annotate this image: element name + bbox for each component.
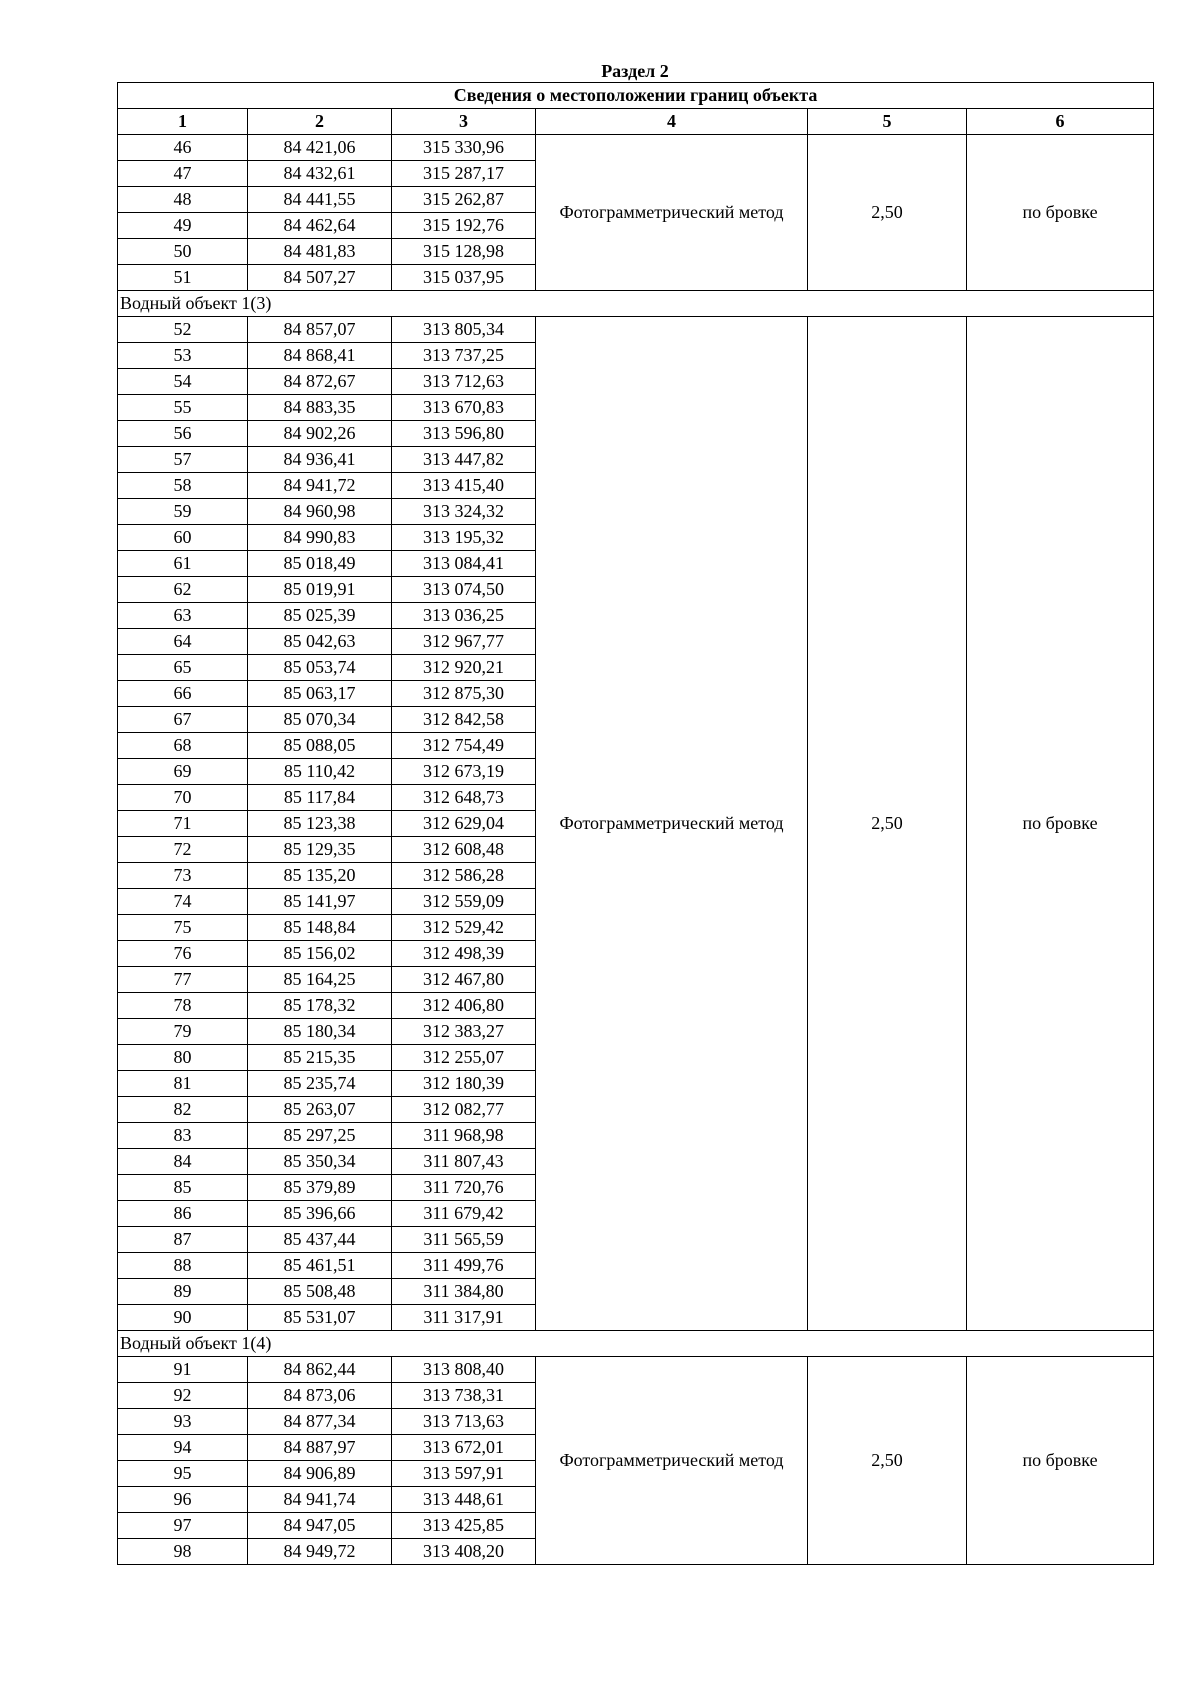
coordinate-y: 313 737,25 bbox=[392, 343, 536, 369]
boundary-description: по бровке bbox=[967, 1357, 1154, 1565]
coordinate-x: 85 019,91 bbox=[248, 577, 392, 603]
coordinate-x: 85 088,05 bbox=[248, 733, 392, 759]
coordinate-x: 85 018,49 bbox=[248, 551, 392, 577]
coordinate-y: 313 670,83 bbox=[392, 395, 536, 421]
coordinate-x: 84 990,83 bbox=[248, 525, 392, 551]
coordinate-y: 315 330,96 bbox=[392, 135, 536, 161]
coordinate-y: 312 673,19 bbox=[392, 759, 536, 785]
point-number: 67 bbox=[118, 707, 248, 733]
point-number: 90 bbox=[118, 1305, 248, 1331]
coordinate-x: 84 873,06 bbox=[248, 1383, 392, 1409]
coordinate-x: 84 421,06 bbox=[248, 135, 392, 161]
coordinate-x: 84 872,67 bbox=[248, 369, 392, 395]
point-number: 79 bbox=[118, 1019, 248, 1045]
coordinate-y: 312 498,39 bbox=[392, 941, 536, 967]
coordinate-x: 84 960,98 bbox=[248, 499, 392, 525]
point-number: 92 bbox=[118, 1383, 248, 1409]
coordinate-x: 84 507,27 bbox=[248, 265, 392, 291]
column-header-2: 2 bbox=[248, 109, 392, 135]
coordinate-x: 84 941,72 bbox=[248, 473, 392, 499]
coordinate-y: 312 529,42 bbox=[392, 915, 536, 941]
coordinate-y: 313 447,82 bbox=[392, 447, 536, 473]
point-number: 66 bbox=[118, 681, 248, 707]
coordinate-x: 84 936,41 bbox=[248, 447, 392, 473]
point-number: 60 bbox=[118, 525, 248, 551]
coordinate-x: 85 129,35 bbox=[248, 837, 392, 863]
coordinate-x: 85 350,34 bbox=[248, 1149, 392, 1175]
coordinate-y: 315 287,17 bbox=[392, 161, 536, 187]
table-body bbox=[118, 135, 1154, 1565]
coordinate-x: 84 949,72 bbox=[248, 1539, 392, 1565]
coordinate-y: 311 807,43 bbox=[392, 1149, 536, 1175]
coordinate-y: 313 324,32 bbox=[392, 499, 536, 525]
table-caption: Сведения о местоположении границ объекта bbox=[118, 83, 1154, 109]
coordinate-x: 85 178,32 bbox=[248, 993, 392, 1019]
point-number: 94 bbox=[118, 1435, 248, 1461]
coordinate-y: 311 317,91 bbox=[392, 1305, 536, 1331]
accuracy-value: 2,50 bbox=[808, 1357, 967, 1565]
point-number: 96 bbox=[118, 1487, 248, 1513]
point-number: 62 bbox=[118, 577, 248, 603]
point-number: 98 bbox=[118, 1539, 248, 1565]
column-header-5: 5 bbox=[808, 109, 967, 135]
coordinate-x: 85 156,02 bbox=[248, 941, 392, 967]
coordinate-y: 311 679,42 bbox=[392, 1201, 536, 1227]
coordinate-y: 311 720,76 bbox=[392, 1175, 536, 1201]
coordinate-x: 85 053,74 bbox=[248, 655, 392, 681]
coordinate-y: 312 920,21 bbox=[392, 655, 536, 681]
coordinate-x: 85 141,97 bbox=[248, 889, 392, 915]
point-number: 58 bbox=[118, 473, 248, 499]
coordinate-y: 312 648,73 bbox=[392, 785, 536, 811]
object-label-row bbox=[118, 1331, 1154, 1357]
column-header-4: 4 bbox=[536, 109, 808, 135]
coordinate-y: 312 406,80 bbox=[392, 993, 536, 1019]
coordinate-y: 311 968,98 bbox=[392, 1123, 536, 1149]
coordinate-y: 313 738,31 bbox=[392, 1383, 536, 1409]
coordinate-x: 85 123,38 bbox=[248, 811, 392, 837]
coordinate-x: 84 441,55 bbox=[248, 187, 392, 213]
coordinate-y: 313 712,63 bbox=[392, 369, 536, 395]
coordinate-y: 315 128,98 bbox=[392, 239, 536, 265]
coordinate-y: 312 255,07 bbox=[392, 1045, 536, 1071]
coordinate-x: 84 462,64 bbox=[248, 213, 392, 239]
boundary-description: по бровке bbox=[967, 317, 1154, 1331]
point-number: 97 bbox=[118, 1513, 248, 1539]
table-row bbox=[118, 317, 1154, 343]
point-number: 89 bbox=[118, 1279, 248, 1305]
boundary-coordinates-table bbox=[117, 82, 1154, 1565]
point-number: 48 bbox=[118, 187, 248, 213]
coordinate-y: 312 754,49 bbox=[392, 733, 536, 759]
coordinate-y: 312 967,77 bbox=[392, 629, 536, 655]
point-number: 49 bbox=[118, 213, 248, 239]
coordinate-y: 313 672,01 bbox=[392, 1435, 536, 1461]
coordinate-x: 84 947,05 bbox=[248, 1513, 392, 1539]
coordinate-x: 84 857,07 bbox=[248, 317, 392, 343]
point-number: 93 bbox=[118, 1409, 248, 1435]
point-number: 53 bbox=[118, 343, 248, 369]
point-number: 91 bbox=[118, 1357, 248, 1383]
coordinate-y: 312 082,77 bbox=[392, 1097, 536, 1123]
point-number: 64 bbox=[118, 629, 248, 655]
point-number: 69 bbox=[118, 759, 248, 785]
coordinate-x: 85 379,89 bbox=[248, 1175, 392, 1201]
point-number: 95 bbox=[118, 1461, 248, 1487]
point-number: 61 bbox=[118, 551, 248, 577]
determination-method: Фотограмметрический метод bbox=[536, 135, 808, 291]
point-number: 81 bbox=[118, 1071, 248, 1097]
point-number: 54 bbox=[118, 369, 248, 395]
coordinate-y: 312 608,48 bbox=[392, 837, 536, 863]
coordinate-y: 313 805,34 bbox=[392, 317, 536, 343]
coordinate-x: 85 164,25 bbox=[248, 967, 392, 993]
coordinate-y: 313 415,40 bbox=[392, 473, 536, 499]
coordinate-x: 85 297,25 bbox=[248, 1123, 392, 1149]
coordinate-y: 312 467,80 bbox=[392, 967, 536, 993]
coordinate-x: 84 883,35 bbox=[248, 395, 392, 421]
coordinate-x: 85 042,63 bbox=[248, 629, 392, 655]
point-number: 47 bbox=[118, 161, 248, 187]
column-header-1: 1 bbox=[118, 109, 248, 135]
point-number: 73 bbox=[118, 863, 248, 889]
coordinate-x: 85 180,34 bbox=[248, 1019, 392, 1045]
point-number: 78 bbox=[118, 993, 248, 1019]
coordinate-y: 312 875,30 bbox=[392, 681, 536, 707]
coordinate-x: 85 070,34 bbox=[248, 707, 392, 733]
coordinate-x: 85 135,20 bbox=[248, 863, 392, 889]
coordinate-y: 311 565,59 bbox=[392, 1227, 536, 1253]
coordinate-x: 84 877,34 bbox=[248, 1409, 392, 1435]
point-number: 55 bbox=[118, 395, 248, 421]
coordinate-x: 85 235,74 bbox=[248, 1071, 392, 1097]
coordinate-y: 313 597,91 bbox=[392, 1461, 536, 1487]
coordinate-y: 313 425,85 bbox=[392, 1513, 536, 1539]
point-number: 83 bbox=[118, 1123, 248, 1149]
coordinate-x: 84 887,97 bbox=[248, 1435, 392, 1461]
point-number: 56 bbox=[118, 421, 248, 447]
coordinate-x: 84 862,44 bbox=[248, 1357, 392, 1383]
coordinate-x: 85 263,07 bbox=[248, 1097, 392, 1123]
coordinate-x: 85 025,39 bbox=[248, 603, 392, 629]
coordinate-x: 84 868,41 bbox=[248, 343, 392, 369]
point-number: 71 bbox=[118, 811, 248, 837]
column-header-3: 3 bbox=[392, 109, 536, 135]
coordinate-y: 313 448,61 bbox=[392, 1487, 536, 1513]
coordinate-x: 84 941,74 bbox=[248, 1487, 392, 1513]
table-row bbox=[118, 135, 1154, 161]
coordinate-x: 85 117,84 bbox=[248, 785, 392, 811]
coordinate-y: 313 596,80 bbox=[392, 421, 536, 447]
coordinate-y: 311 499,76 bbox=[392, 1253, 536, 1279]
coordinate-y: 312 383,27 bbox=[392, 1019, 536, 1045]
coordinate-x: 85 063,17 bbox=[248, 681, 392, 707]
coordinate-y: 313 408,20 bbox=[392, 1539, 536, 1565]
point-number: 74 bbox=[118, 889, 248, 915]
coordinate-y: 315 192,76 bbox=[392, 213, 536, 239]
coordinate-y: 313 808,40 bbox=[392, 1357, 536, 1383]
coordinate-y: 313 713,63 bbox=[392, 1409, 536, 1435]
point-number: 84 bbox=[118, 1149, 248, 1175]
coordinate-x: 84 902,26 bbox=[248, 421, 392, 447]
object-label-row bbox=[118, 291, 1154, 317]
point-number: 87 bbox=[118, 1227, 248, 1253]
point-number: 63 bbox=[118, 603, 248, 629]
point-number: 50 bbox=[118, 239, 248, 265]
point-number: 65 bbox=[118, 655, 248, 681]
coordinate-y: 311 384,80 bbox=[392, 1279, 536, 1305]
boundary-description: по бровке bbox=[967, 135, 1154, 291]
coordinate-x: 85 110,42 bbox=[248, 759, 392, 785]
point-number: 86 bbox=[118, 1201, 248, 1227]
table-caption-row bbox=[118, 83, 1154, 109]
point-number: 80 bbox=[118, 1045, 248, 1071]
coordinate-y: 315 262,87 bbox=[392, 187, 536, 213]
point-number: 51 bbox=[118, 265, 248, 291]
point-number: 70 bbox=[118, 785, 248, 811]
coordinate-x: 85 461,51 bbox=[248, 1253, 392, 1279]
column-header-6: 6 bbox=[967, 109, 1154, 135]
table-row bbox=[118, 1357, 1154, 1383]
coordinate-x: 85 396,66 bbox=[248, 1201, 392, 1227]
coordinate-y: 313 195,32 bbox=[392, 525, 536, 551]
point-number: 46 bbox=[118, 135, 248, 161]
coordinate-y: 312 180,39 bbox=[392, 1071, 536, 1097]
point-number: 88 bbox=[118, 1253, 248, 1279]
point-number: 68 bbox=[118, 733, 248, 759]
coordinate-x: 84 432,61 bbox=[248, 161, 392, 187]
coordinate-x: 85 215,35 bbox=[248, 1045, 392, 1071]
point-number: 76 bbox=[118, 941, 248, 967]
coordinate-x: 85 437,44 bbox=[248, 1227, 392, 1253]
coordinate-x: 85 531,07 bbox=[248, 1305, 392, 1331]
coordinate-y: 312 559,09 bbox=[392, 889, 536, 915]
coordinate-x: 84 906,89 bbox=[248, 1461, 392, 1487]
object-label: Водный объект 1(3) bbox=[118, 291, 1154, 317]
column-number-row bbox=[118, 109, 1154, 135]
determination-method: Фотограмметрический метод bbox=[536, 317, 808, 1331]
coordinate-x: 84 481,83 bbox=[248, 239, 392, 265]
coordinate-y: 313 074,50 bbox=[392, 577, 536, 603]
point-number: 72 bbox=[118, 837, 248, 863]
coordinate-y: 313 036,25 bbox=[392, 603, 536, 629]
coordinate-y: 313 084,41 bbox=[392, 551, 536, 577]
coordinate-x: 85 148,84 bbox=[248, 915, 392, 941]
point-number: 85 bbox=[118, 1175, 248, 1201]
point-number: 77 bbox=[118, 967, 248, 993]
coordinate-y: 315 037,95 bbox=[392, 265, 536, 291]
point-number: 82 bbox=[118, 1097, 248, 1123]
point-number: 57 bbox=[118, 447, 248, 473]
coordinate-y: 312 629,04 bbox=[392, 811, 536, 837]
coordinate-y: 312 842,58 bbox=[392, 707, 536, 733]
accuracy-value: 2,50 bbox=[808, 135, 967, 291]
point-number: 75 bbox=[118, 915, 248, 941]
point-number: 59 bbox=[118, 499, 248, 525]
coordinate-x: 85 508,48 bbox=[248, 1279, 392, 1305]
determination-method: Фотограмметрический метод bbox=[536, 1357, 808, 1565]
coordinate-y: 312 586,28 bbox=[392, 863, 536, 889]
page-title: Раздел 2 bbox=[601, 61, 669, 81]
accuracy-value: 2,50 bbox=[808, 317, 967, 1331]
object-label: Водный объект 1(4) bbox=[118, 1331, 1154, 1357]
point-number: 52 bbox=[118, 317, 248, 343]
